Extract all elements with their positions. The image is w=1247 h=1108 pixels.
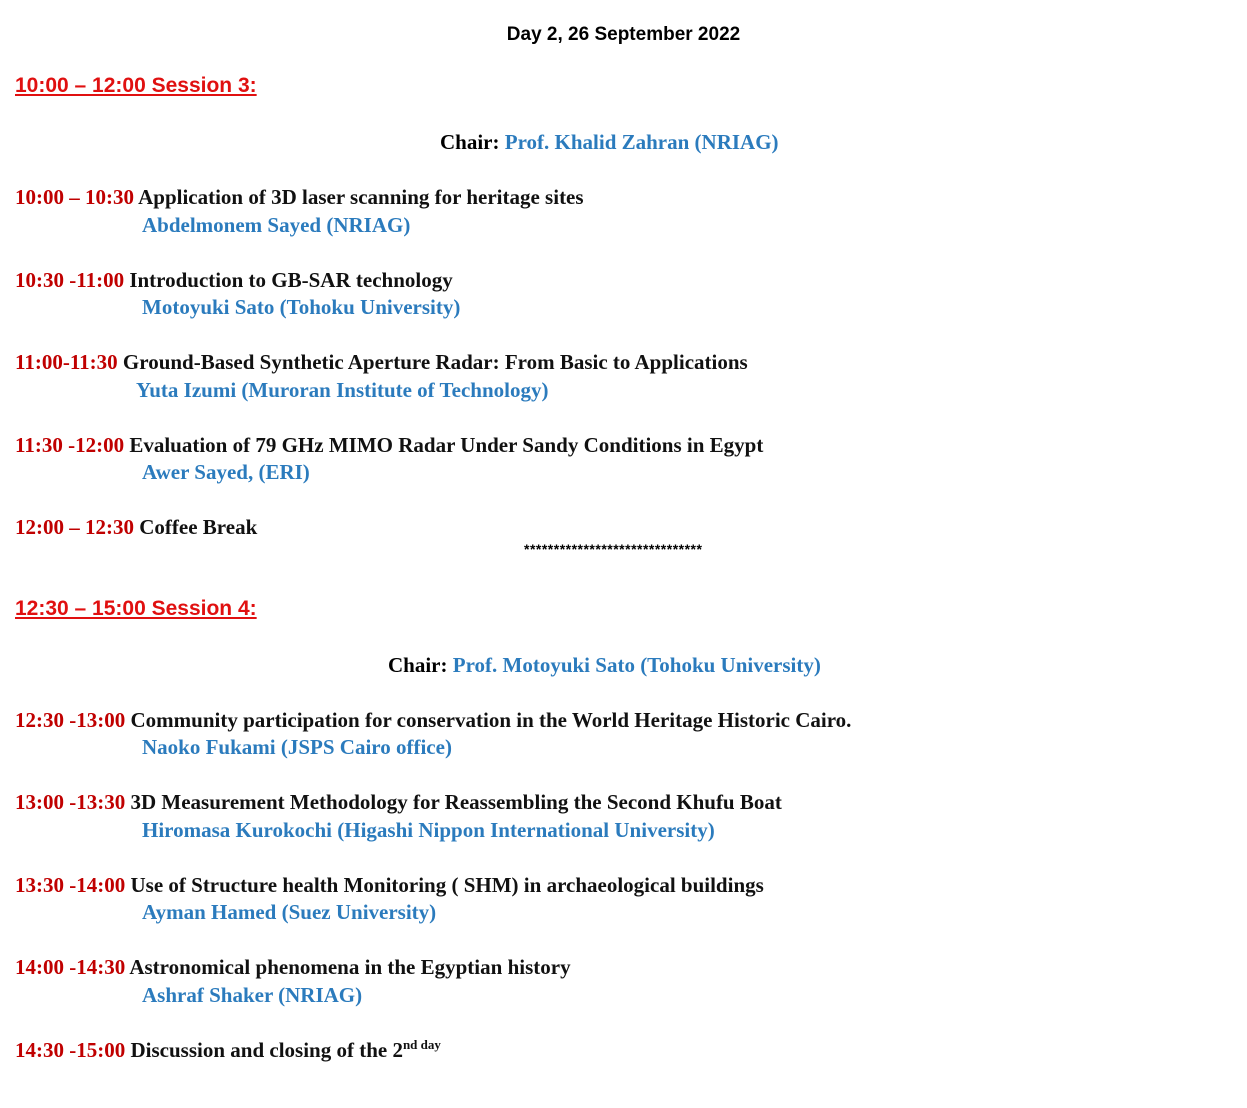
- talk-time: 13:00 -13:30: [15, 790, 126, 814]
- talk-title: Introduction to GB-SAR technology: [129, 268, 453, 292]
- session-3-chair: [440, 130, 779, 155]
- talk-time: 11:00-11:30: [15, 350, 118, 374]
- day-title: Day 2, 26 September 2022: [506, 24, 741, 45]
- talk-time: 14:30 -15:00: [15, 1038, 126, 1062]
- talk-speaker: Naoko Fukami (JSPS Cairo office): [142, 735, 452, 759]
- talk-speaker: Ashraf Shaker (NRIAG): [142, 983, 363, 1007]
- session-3-heading: 10:00 – 12:00 Session 3:: [15, 74, 257, 97]
- talk-time: 12:30 -13:00: [15, 708, 126, 732]
- closing-title-text: Discussion and closing of the 2: [130, 1038, 403, 1062]
- talk-title: Astronomical phenomena in the Egyptian history: [129, 955, 571, 979]
- talk-row: [15, 350, 748, 375]
- chair-name: Prof. Motoyuki Sato (Tohoku University): [452, 653, 821, 677]
- talk-time: 11:30 -12:00: [15, 433, 125, 457]
- talk-row: [15, 790, 782, 815]
- talk-row: [15, 708, 851, 733]
- talk-time: 12:00 – 12:30: [15, 515, 134, 539]
- talk-title: [130, 1038, 440, 1062]
- chair-label: Chair:: [388, 653, 453, 677]
- talk-title: Application of 3D laser scanning for heritage sites: [138, 185, 584, 209]
- talk-row: [15, 268, 453, 293]
- talk-title: Evaluation of 79 GHz MIMO Radar Under Sandy Conditions in Egypt: [129, 433, 764, 457]
- talk-row: [15, 955, 571, 980]
- talk-speaker: Hiromasa Kurokochi (Higashi Nippon International University): [142, 818, 715, 842]
- talk-time: 14:00 -14:30: [15, 955, 126, 979]
- talk-row: [15, 873, 764, 898]
- talk-speaker: Awer Sayed, (ERI): [142, 460, 310, 484]
- talk-title: Use of Structure health Monitoring ( SHM) in archaeological buildings: [130, 873, 764, 897]
- talk-title: Ground-Based Synthetic Aperture Radar: From Basic to Applications: [122, 350, 748, 374]
- talk-time: 13:30 -14:00: [15, 873, 126, 897]
- talk-speaker: Yuta Izumi (Muroran Institute of Technology): [136, 378, 549, 402]
- talk-title: Coffee Break: [139, 515, 258, 539]
- talk-row: [15, 185, 584, 210]
- chair-label: Chair:: [440, 130, 505, 154]
- session-4-heading: 12:30 – 15:00 Session 4:: [15, 597, 257, 620]
- chair-name: Prof. Khalid Zahran (NRIAG): [504, 130, 779, 154]
- talk-row: [15, 433, 763, 458]
- talk-speaker: Abdelmonem Sayed (NRIAG): [142, 213, 411, 237]
- ordinal-superscript: nd day: [402, 1037, 441, 1052]
- separator: ******************************: [524, 541, 703, 557]
- session-4-chair: [388, 653, 821, 678]
- talk-title: 3D Measurement Methodology for Reassembling the Second Khufu Boat: [130, 790, 782, 814]
- talk-row-break: [15, 515, 257, 540]
- talk-speaker: Ayman Hamed (Suez University): [142, 900, 437, 924]
- talk-row-closing: [15, 1038, 441, 1063]
- talk-time: 10:00 – 10:30: [15, 185, 134, 209]
- talk-time: 10:30 -11:00: [15, 268, 125, 292]
- talk-speaker: Motoyuki Sato (Tohoku University): [142, 295, 461, 319]
- talk-title: Community participation for conservation in the World Heritage Historic Cairo.: [130, 708, 852, 732]
